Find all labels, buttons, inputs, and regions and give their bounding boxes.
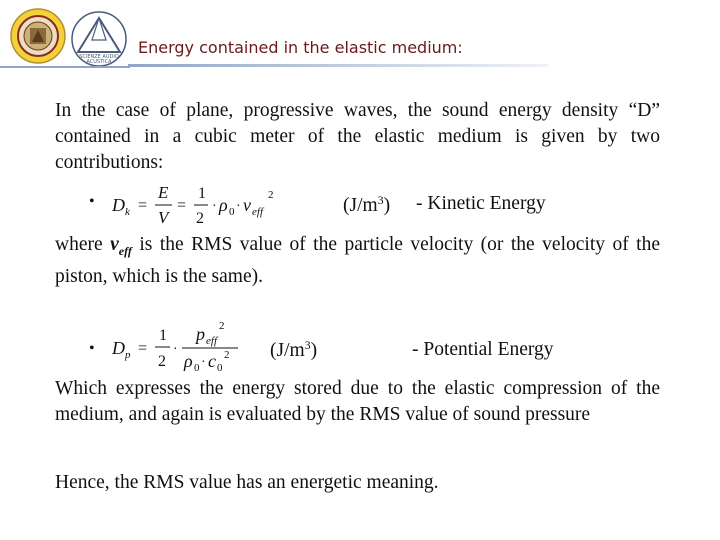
bullet-potential: • (89, 340, 95, 357)
university-seal-logo (10, 8, 66, 64)
title-divider (128, 64, 548, 67)
logo-text-2: ACUSTICA (86, 59, 112, 65)
kinetic-v-exp: 2 (268, 189, 274, 201)
kinetic-lhs: D (112, 195, 125, 215)
potential-lhs-sub: p (125, 349, 131, 361)
kinetic-unit: $(J/m^3)$ (343, 193, 391, 216)
kinetic-eq2: = (177, 197, 187, 214)
kinetic-label: - Kinetic Energy (416, 193, 546, 214)
potential-energy-formula (110, 318, 260, 376)
bullet-kinetic: • (89, 193, 95, 210)
compression-paragraph: Which expresses the energy stored due to the elastic compression of the medium, and again is evaluated by the RMS value of sound pressure (55, 378, 660, 425)
potential-c-exp: 2 (224, 349, 230, 361)
intro-paragraph: In the case of plane, progressive waves, the sound energy density “D” contained in a cubic meter of the elastic medium is given by two contributions: (55, 100, 660, 173)
kinetic-frac1-den: V (158, 208, 169, 227)
potential-p-sub: eff (206, 335, 217, 347)
potential-p: p (196, 324, 205, 344)
kinetic-rho: ρ (219, 195, 228, 215)
potential-dot2: · (201, 355, 206, 370)
veff-var: v (110, 234, 119, 255)
kinetic-frac2-num: 1 (198, 185, 206, 202)
potential-frac1-num: 1 (159, 327, 167, 344)
conclusion-paragraph: Hence, the RMS value has an energetic meaning. (55, 472, 439, 493)
kinetic-frac1-num: E (158, 183, 169, 202)
title-divider-left (0, 66, 130, 68)
kinetic-v-sub: eff (252, 206, 263, 218)
potential-c: c (208, 351, 216, 371)
potential-p-exp: 2 (219, 320, 225, 332)
potential-frac1-den: 2 (158, 353, 166, 370)
kinetic-eq1: = (138, 197, 148, 214)
potential-rho: ρ (184, 351, 193, 371)
kinetic-frac2-den: 2 (196, 210, 204, 227)
potential-unit: $(J/m^3)$ (270, 338, 318, 361)
kinetic-dot1: · (212, 199, 217, 214)
logo-text-1: SCIENZE AUDIO (79, 54, 119, 60)
potential-eq: = (138, 340, 148, 357)
kinetic-energy-formula (110, 178, 290, 230)
potential-lhs: D (112, 338, 125, 358)
kinetic-v: v (243, 195, 251, 215)
potential-label: - Potential Energy (412, 339, 554, 360)
potential-c-sub: 0 (217, 362, 223, 374)
slide-title: Energy contained in the elastic medium: (138, 38, 463, 57)
kinetic-dot2: · (236, 199, 241, 214)
kinetic-rho-sub: 0 (229, 206, 235, 218)
potential-dot: · (173, 342, 178, 357)
potential-rho-sub: 0 (194, 362, 200, 374)
velocity-paragraph: where $v_{eff}$ is the RMS value of the particle velocity (or the velocity of the piston, which is the same). (55, 234, 660, 287)
kinetic-lhs-sub: k (125, 206, 130, 218)
acoustics-group-logo (70, 10, 128, 68)
